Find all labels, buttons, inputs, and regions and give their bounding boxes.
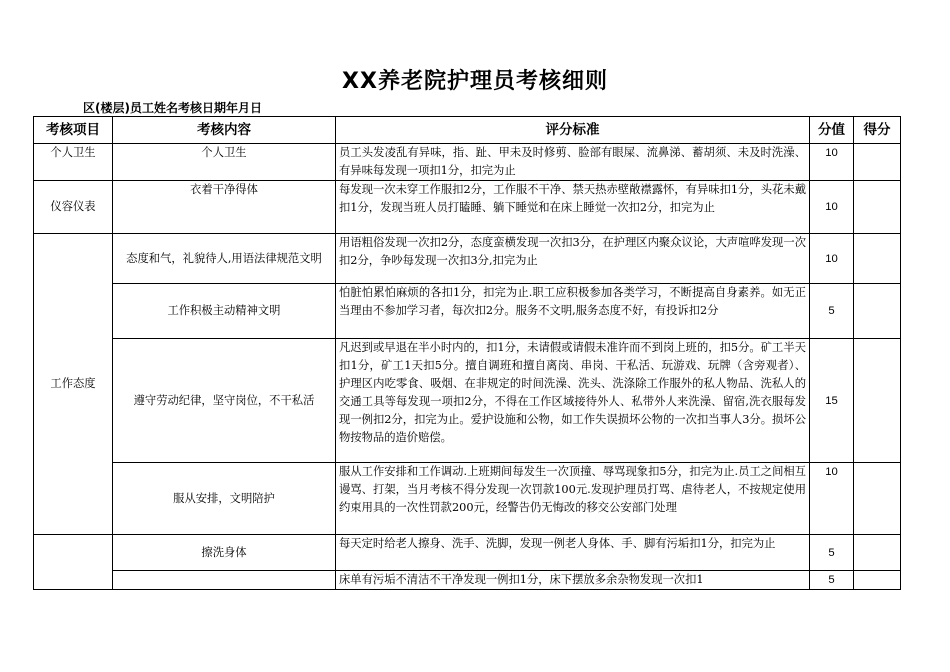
criteria-cell: 用语粗俗发现一次扣2分，态度蛮横发现一次扣3分，在护理区内聚众议论，大声喧哗发现一次扣2分，争吵每发现一次扣3分,扣完为止	[336, 234, 810, 284]
header-earned: 得分	[854, 117, 901, 144]
header-criteria: 评分标准	[336, 117, 810, 144]
table-row	[34, 463, 901, 535]
earned-cell	[854, 234, 901, 284]
score-cell: 5	[810, 535, 854, 571]
content-cell: 态度和气，礼貌待人,用语法律规范文明	[113, 234, 336, 284]
assessment-table	[33, 116, 901, 590]
content-cell: 擦洗身体	[113, 535, 336, 571]
table-row	[34, 181, 901, 234]
table-row	[34, 284, 901, 339]
earned-cell	[854, 571, 901, 590]
header-content: 考核内容	[113, 117, 336, 144]
table-row	[34, 535, 901, 571]
score-cell: 15	[810, 339, 854, 463]
document-title: XX养老院护理员考核细则	[342, 69, 608, 94]
earned-cell	[854, 181, 901, 234]
table-row	[34, 144, 901, 181]
score-cell: 5	[810, 571, 854, 590]
item-cell: 个人卫生	[34, 144, 113, 181]
item-cell: 仪容仪表	[34, 181, 113, 234]
score-cell: 10	[810, 234, 854, 284]
content-cell: 工作积极主动精神文明	[113, 284, 336, 339]
content-cell: 服从安排，文明陪护	[113, 463, 336, 535]
item-cell	[34, 535, 113, 590]
content-cell: 个人卫生	[113, 144, 336, 181]
score-cell: 10	[810, 463, 854, 535]
criteria-cell: 凡迟到或早退在半小时内的，扣1分，未请假或请假未准许而不到岗上班的，扣5分。矿工半天扣1分，矿工1天扣5分。擅自调班和擅自离岗、串岗、干私活、玩游戏、玩牌（含旁观者）、护理区内吃零食、吸烟、在非规定的时间洗澡、洗头、洗涤除工作服外的私人物品、洗私人的交通工具等每发现一项扣2分，不得在工作区域接待外人、私带外人来洗澡、留宿,洗衣服每发现一例扣2分，扣完为止。爱护设施和公物，如工作失误损坏公物的一次扣当事人3分。损坏公物按物品的造价赔偿。	[336, 339, 810, 463]
criteria-cell: 床单有污垢不清洁不干净发现一例扣1分，床下摆放多余杂物发现一次扣1	[336, 571, 810, 590]
document-subtitle: 区(楼层)员工姓名考核日期年月日	[83, 101, 262, 115]
criteria-cell: 服从工作安排和工作调动.上班期间每发生一次顶撞、辱骂现象扣5分，扣完为止.员工之间相互谩骂、打架，当月考核不得分发现一次罚款100元.发现护理员打骂、虐待老人，不按规定使用约束用具的一次性罚款200元，经警告仍无悔改的移交公安部门处理	[336, 463, 810, 535]
score-cell: 5	[810, 284, 854, 339]
earned-cell	[854, 339, 901, 463]
score-cell: 10	[810, 181, 854, 234]
content-cell	[113, 571, 336, 590]
earned-cell	[854, 463, 901, 535]
content-cell: 遵守劳动纪律，坚守岗位，不干私活	[113, 339, 336, 463]
content-cell: 衣着干净得体	[113, 181, 336, 234]
table-row	[34, 571, 901, 590]
header-row	[34, 117, 901, 144]
table-row	[34, 234, 901, 284]
criteria-cell: 怕脏怕累怕麻烦的各扣1分，扣完为止.职工应积极参加各类学习，不断提高自身素养。如无正当理由不参加学习者，每次扣2分。服务不文明,服务态度不好，有投诉扣2分	[336, 284, 810, 339]
criteria-cell: 员工头发凌乱有异味，指、趾、甲未及时修剪、脸部有眼屎、流鼻涕、蓄胡须、未及时洗澡、有异味每发现一项扣1分，扣完为止	[336, 144, 810, 181]
criteria-cell: 每天定时给老人擦身、洗手、洗脚，发现一例老人身体、手、脚有污垢扣1分，扣完为止	[336, 535, 810, 571]
earned-cell	[854, 535, 901, 571]
earned-cell	[854, 144, 901, 181]
earned-cell	[854, 284, 901, 339]
header-score: 分值	[810, 117, 854, 144]
table-row	[34, 339, 901, 463]
score-cell: 10	[810, 144, 854, 181]
item-cell: 工作态度	[34, 234, 113, 535]
criteria-cell: 每发现一次未穿工作服扣2分，工作服不干净、禁天热赤壁敞襟露怀，有异味扣1分，头花未戴扣1分，发现当班人员打瞌睡、躺下睡觉和在床上睡觉一次扣2分，扣完为止	[336, 181, 810, 234]
header-item: 考核项目	[34, 117, 113, 144]
